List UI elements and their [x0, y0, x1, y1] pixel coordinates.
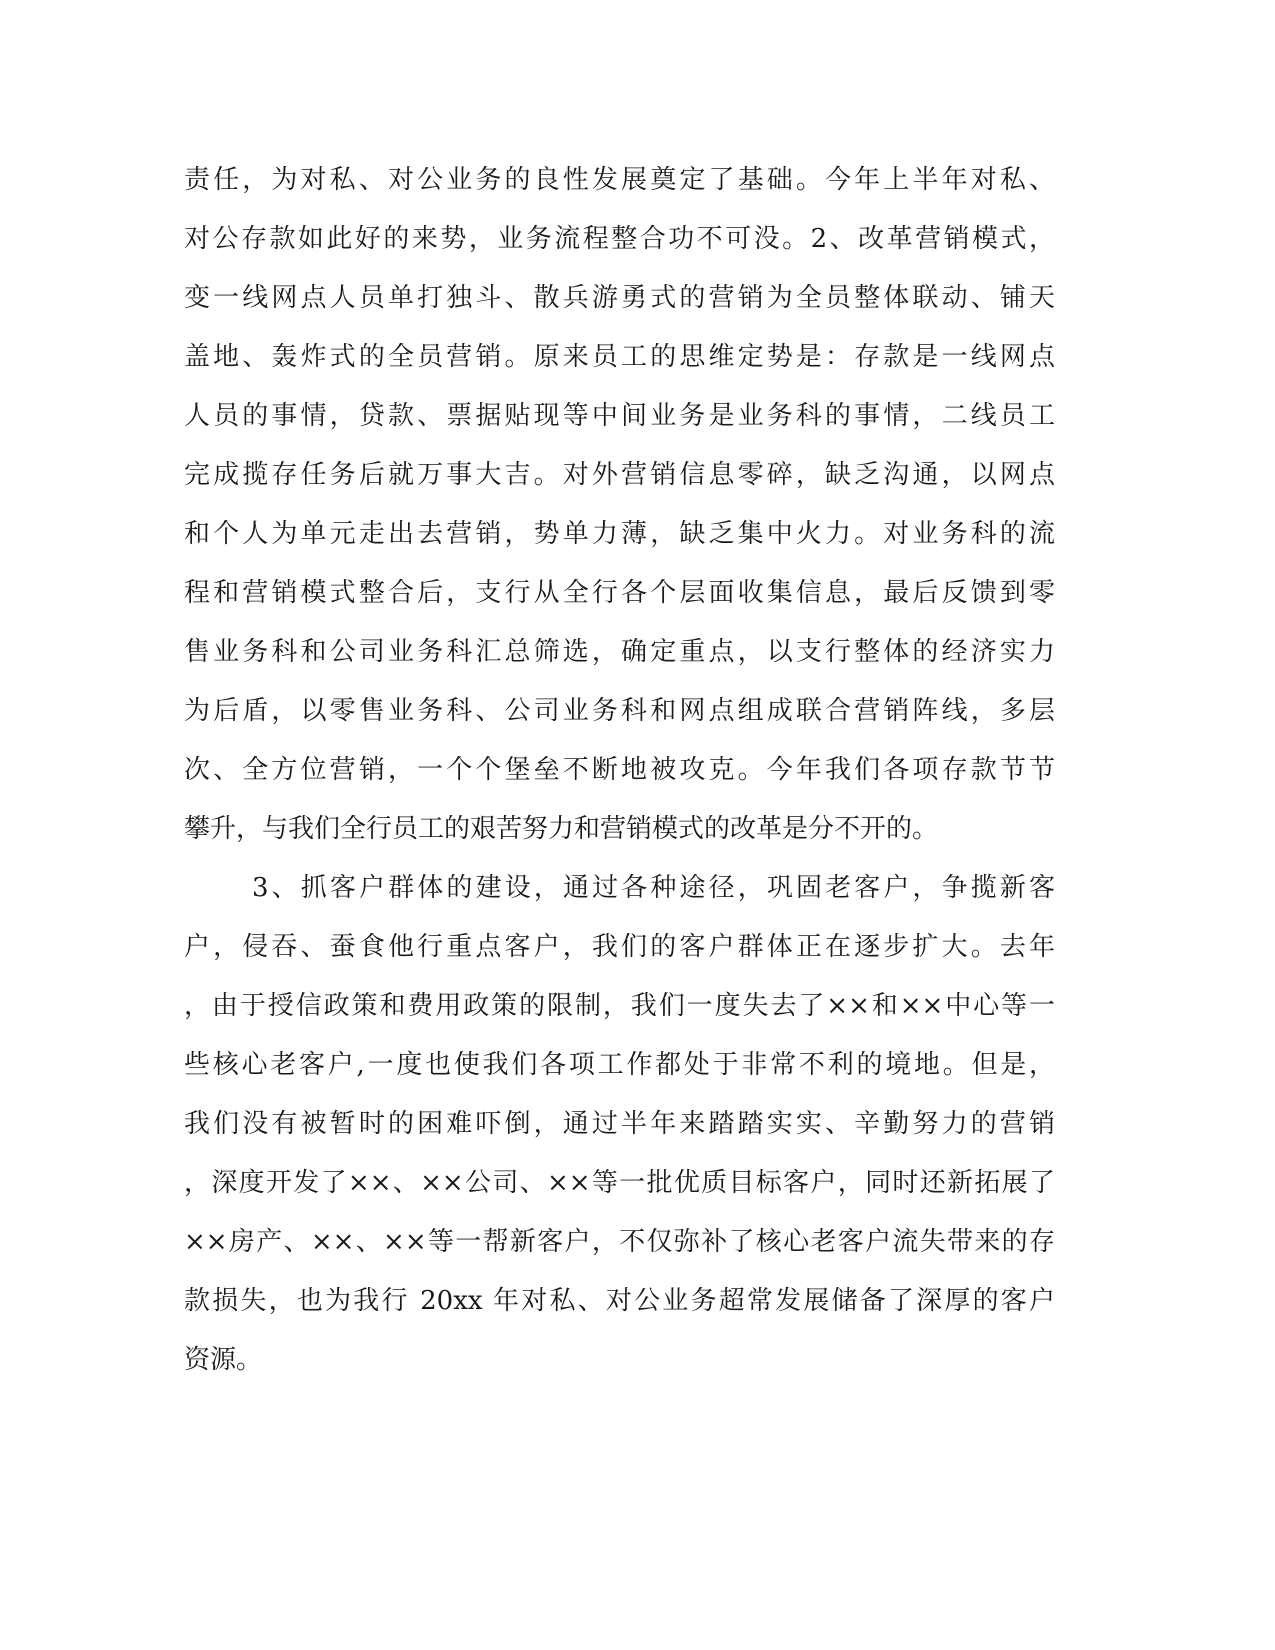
text-line: 变一线网点人员单打独斗、散兵游勇式的营销为全员整体联动、铺天 — [184, 283, 1055, 313]
text-line: ，深度开发了××、××公司、××等一批优质目标客户，同时还新拓展了 — [184, 1168, 1055, 1198]
text-line: 人员的事情，贷款、票据贴现等中间业务是业务科的事情，二线员工 — [184, 401, 1055, 431]
paragraph-first-line: 3、抓客户群体的建设，通过各种途径，巩固老客户，争揽新客 — [252, 873, 1055, 903]
text-line: 完成揽存任务后就万事大吉。对外营销信息零碎，缺乏沟通，以网点 — [184, 460, 1055, 490]
text-line: 我们没有被暂时的困难吓倒，通过半年来踏踏实实、辛勤努力的营销 — [184, 1109, 1055, 1139]
text-line: ，由于授信政策和费用政策的限制，我们一度失去了××和××中心等一 — [184, 991, 1055, 1021]
text-line: 售业务科和公司业务科汇总筛选，确定重点，以支行整体的经济实力 — [184, 637, 1055, 667]
text-line: 为后盾，以零售业务科、公司业务科和网点组成联合营销阵线，多层 — [184, 696, 1055, 726]
text-line: 户，侵吞、蚕食他行重点客户，我们的客户群体正在逐步扩大。去年 — [184, 932, 1055, 962]
text-line: 攀升，与我们全行员工的艰苦努力和营销模式的改革是分不开的。 — [184, 814, 939, 844]
text-line: ××房产、××、××等一帮新客户，不仅弥补了核心老客户流失带来的存 — [184, 1227, 1055, 1257]
text-line: 对公存款如此好的来势，业务流程整合功不可没。2、改革营销模式， — [184, 224, 1055, 254]
text-line: 和个人为单元走出去营销，势单力薄，缺乏集中火力。对业务科的流 — [184, 519, 1055, 549]
text-line: 责任，为对私、对公业务的良性发展奠定了基础。今年上半年对私、 — [184, 165, 1055, 195]
text-line: 盖地、轰炸式的全员营销。原来员工的思维定势是：存款是一线网点 — [184, 342, 1055, 372]
text-line: 次、全方位营销，一个个堡垒不断地被攻克。今年我们各项存款节节 — [184, 755, 1055, 785]
text-line: 资源。 — [184, 1345, 263, 1375]
text-line: 些核心老客户,一度也使我们各项工作都处于非常不利的境地。但是， — [184, 1050, 1055, 1080]
text-line: 款损失，也为我行 20xx 年对私、对公业务超常发展储备了深厚的客户 — [184, 1286, 1055, 1316]
text-line: 程和营销模式整合后，支行从全行各个层面收集信息，最后反馈到零 — [184, 578, 1055, 608]
